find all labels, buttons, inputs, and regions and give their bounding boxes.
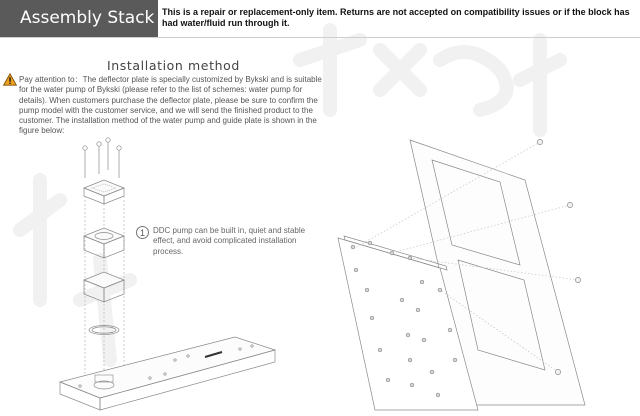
callout-number: 1 (136, 226, 149, 239)
header-title: Assembly Stack (20, 8, 155, 28)
notice-text: Pay attention to：The deflector plate is specially customized by Bykski and is suitable for the water pump of Bykski (please refer to the list of schemes: water pump for details). When customers purchase the deflector plate, please be sure to confirm the pump model with the customer service, and we will send the finished product to the customer. The installation method of the water pump and guide plate is shown in the figure below: (19, 75, 322, 136)
assembly-diagram (0, 135, 640, 416)
section-title: Installation method (107, 58, 240, 73)
pump-body (84, 272, 124, 302)
pump-screws (83, 138, 121, 178)
header-tab (0, 0, 158, 37)
header-divider (0, 37, 640, 38)
header-note: This is a repair or replacement-only item. Returns are not accepted on compatibility issues or if the block has had water/fluid run through it. (162, 7, 630, 28)
distribution-plate (60, 337, 275, 410)
pump-top-cover (84, 180, 124, 204)
callout-text: DDC pump can be built in, quiet and stable effect, and avoid complicated installation process. (153, 226, 306, 256)
warning-icon (3, 73, 17, 86)
pump-housing (84, 228, 124, 258)
